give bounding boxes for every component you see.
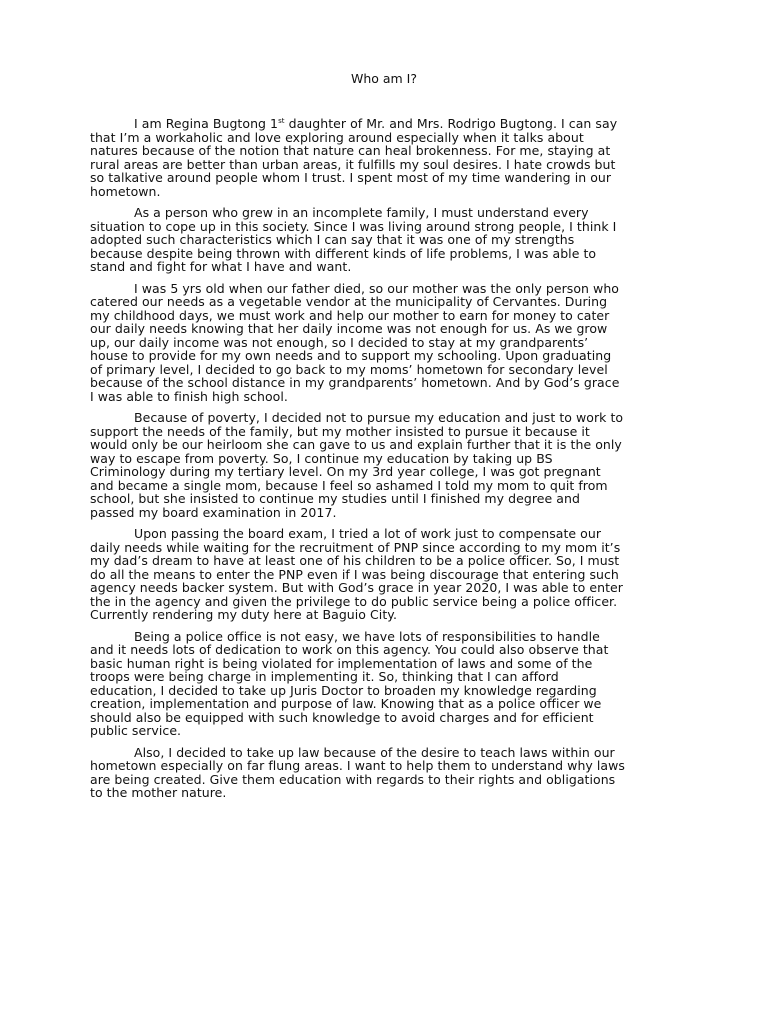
text-run: to the mother nature. xyxy=(90,785,227,800)
text-run: I am Regina Bugtong 1 xyxy=(134,116,279,131)
text-run: As a person who grew in an incomplete family, I must understand every xyxy=(134,205,589,220)
paragraph xyxy=(90,411,680,519)
paragraph-line xyxy=(90,411,680,425)
paragraph-line xyxy=(90,697,680,711)
text-run: my dad’s dream to have at least one of his children to be a police officer. So, I must xyxy=(90,553,620,568)
paragraph-line xyxy=(90,247,680,261)
paragraph-line xyxy=(90,171,680,185)
paragraph xyxy=(90,746,680,800)
paragraph-line xyxy=(90,773,680,787)
paragraph-line xyxy=(90,746,680,760)
text-run: passed my board examination in 2017. xyxy=(90,504,337,520)
text-run: catered our needs as a vegetable vendor at the municipality of Cervantes. During xyxy=(90,294,608,309)
paragraph-line xyxy=(90,282,680,296)
text-run: my childhood days, we must work and help our mother to earn for money to cater xyxy=(90,307,610,323)
ordinal-suffix: st xyxy=(278,116,285,125)
paragraph-line xyxy=(90,363,680,377)
paragraph-line xyxy=(90,438,680,452)
text-run: Upon passing the board exam, I tried a lot of work just to compensate our xyxy=(134,526,602,541)
paragraph-line xyxy=(90,786,680,800)
text-run: and it needs lots of dedication to work on this agency. You could also observe that xyxy=(90,642,609,657)
paragraph-line xyxy=(90,759,680,773)
paragraph-line xyxy=(90,131,680,145)
paragraph-line xyxy=(90,595,680,609)
text-run: and became a single mom, because I feel so ashamed I told my mom to quit from xyxy=(90,477,608,493)
text-run: I was 5 yrs old when our father died, so our mother was the only person who xyxy=(134,280,619,296)
paragraph xyxy=(90,527,680,622)
paragraph-line xyxy=(90,541,680,555)
paragraph-line xyxy=(90,554,680,568)
text-run: troops were being charge in implementing it. So, thinking that I can afford xyxy=(90,669,559,684)
paragraph-line xyxy=(90,492,680,506)
text-run: because despite being thrown with different kinds of life problems, I was able to xyxy=(90,245,597,261)
text-run: house to provide for my own needs and to support my schooling. Upon graduating xyxy=(90,348,612,363)
text-run: because of the school distance in my grandparents’ hometown. And by God’s grace xyxy=(90,375,620,390)
paragraph-line xyxy=(90,220,680,234)
text-run: rural areas are better than urban areas, it fulfills my soul desires. I hate crowds but xyxy=(90,156,616,172)
paragraph-line xyxy=(90,206,680,220)
paragraph-line xyxy=(90,452,680,466)
paragraph-line xyxy=(90,724,680,738)
text-run: agency needs backer system. But with God’s grace in year 2020, I was able to enter xyxy=(90,580,623,595)
paragraph-line xyxy=(90,390,680,404)
text-run: the in the agency and given the privilege to do public service being a police officer. xyxy=(90,593,618,609)
paragraph xyxy=(90,282,680,404)
paragraph-line xyxy=(90,260,680,274)
paragraph-line xyxy=(90,425,680,439)
paragraph-line xyxy=(90,336,680,350)
text-run: creation, implementation and purpose of law. Knowing that as a police officer we xyxy=(90,696,602,711)
document-body xyxy=(90,117,680,808)
paragraph-line xyxy=(90,309,680,323)
text-run: would only be our heirloom she can gave to us and explain further that it is the only xyxy=(90,437,622,452)
text-run: our daily needs knowing that her daily income was not enough for us. As we grow xyxy=(90,321,608,336)
text-run: education, I decided to take up Juris Doctor to broaden my knowledge regarding xyxy=(90,682,597,698)
text-run: basic human right is being violated for implementation of laws and some of the xyxy=(90,655,593,671)
paragraph-line xyxy=(90,117,680,131)
paragraph-line xyxy=(90,295,680,309)
text-run: situation to cope up in this society. Since I was living around strong people, I think I xyxy=(90,218,617,234)
text-run: public service. xyxy=(90,723,182,738)
paragraph-line xyxy=(90,643,680,657)
paragraph-line xyxy=(90,349,680,363)
text-run: way to escape from poverty. So, I continue my education by taking up BS xyxy=(90,450,553,466)
paragraph-line xyxy=(90,506,680,520)
text-run: do all the means to enter the PNP even if I was being discourage that entering such xyxy=(90,566,619,582)
text-run: Being a police office is not easy, we have lots of responsibilities to handle xyxy=(134,628,600,644)
text-run: natures because of the notion that nature can heal brokenness. For me, staying at xyxy=(90,143,611,158)
text-run: up, our daily income was not enough, so I decided to stay at my grandparents’ xyxy=(90,334,589,350)
text-run: Also, I decided to take up law because of the desire to teach laws within our xyxy=(134,744,615,760)
text-run: hometown especially on far flung areas. I want to help them to understand why laws xyxy=(90,758,625,773)
text-run: Currently rendering my duty here at Baguio City. xyxy=(90,607,397,622)
text-run: so talkative around people whom I trust. I spent most of my time wandering in our xyxy=(90,170,612,185)
paragraph xyxy=(90,206,680,274)
paragraph xyxy=(90,630,680,738)
text-run: daughter of Mr. and Mrs. Rodrigo Bugtong. I can say xyxy=(284,116,618,131)
paragraph-line xyxy=(90,670,680,684)
text-run: support the needs of the family, but my mother insisted to pursue it because it xyxy=(90,423,590,439)
text-run: I was able to finish high school. xyxy=(90,388,288,404)
text-run: stand and fight for what I have and want. xyxy=(90,259,352,274)
paragraph-line xyxy=(90,144,680,158)
paragraph-line xyxy=(90,657,680,671)
paragraph-line xyxy=(90,684,680,698)
text-run: of primary level, I decided to go back to my moms’ hometown for secondary level xyxy=(90,361,608,377)
paragraph-line xyxy=(90,711,680,725)
paragraph xyxy=(90,117,680,198)
paragraph-line xyxy=(90,185,680,199)
text-run: adopted such characteristics which I can say that it was one of my strengths xyxy=(90,232,575,247)
text-run: daily needs while waiting for the recruitment of PNP since according to my mom it’s xyxy=(90,539,621,555)
paragraph-line xyxy=(90,158,680,172)
text-run: Criminology during my tertiary level. On my 3rd year college, I was got pregnant xyxy=(90,464,601,479)
text-run: that I’m a workaholic and love exploring around especially when it talks about xyxy=(90,129,584,145)
text-run: Because of poverty, I decided not to pursue my education and just to work to xyxy=(134,410,624,425)
paragraph-line xyxy=(90,233,680,247)
paragraph-line xyxy=(90,568,680,582)
paragraph-line xyxy=(90,376,680,390)
text-run: school, but she insisted to continue my studies until I finished my degree and xyxy=(90,491,580,506)
paragraph-line xyxy=(90,581,680,595)
paragraph-line xyxy=(90,322,680,336)
paragraph-line xyxy=(90,630,680,644)
paragraph-line xyxy=(90,479,680,493)
paragraph-line xyxy=(90,465,680,479)
text-run: hometown. xyxy=(90,183,161,199)
text-run: are being created. Give them education with regards to their rights and obligations xyxy=(90,771,616,787)
paragraph-line xyxy=(90,527,680,541)
paragraph-line xyxy=(90,608,680,622)
text-run: should also be equipped with such knowledge to avoid charges and for efficient xyxy=(90,709,594,725)
document-title: Who am I? xyxy=(350,71,418,86)
